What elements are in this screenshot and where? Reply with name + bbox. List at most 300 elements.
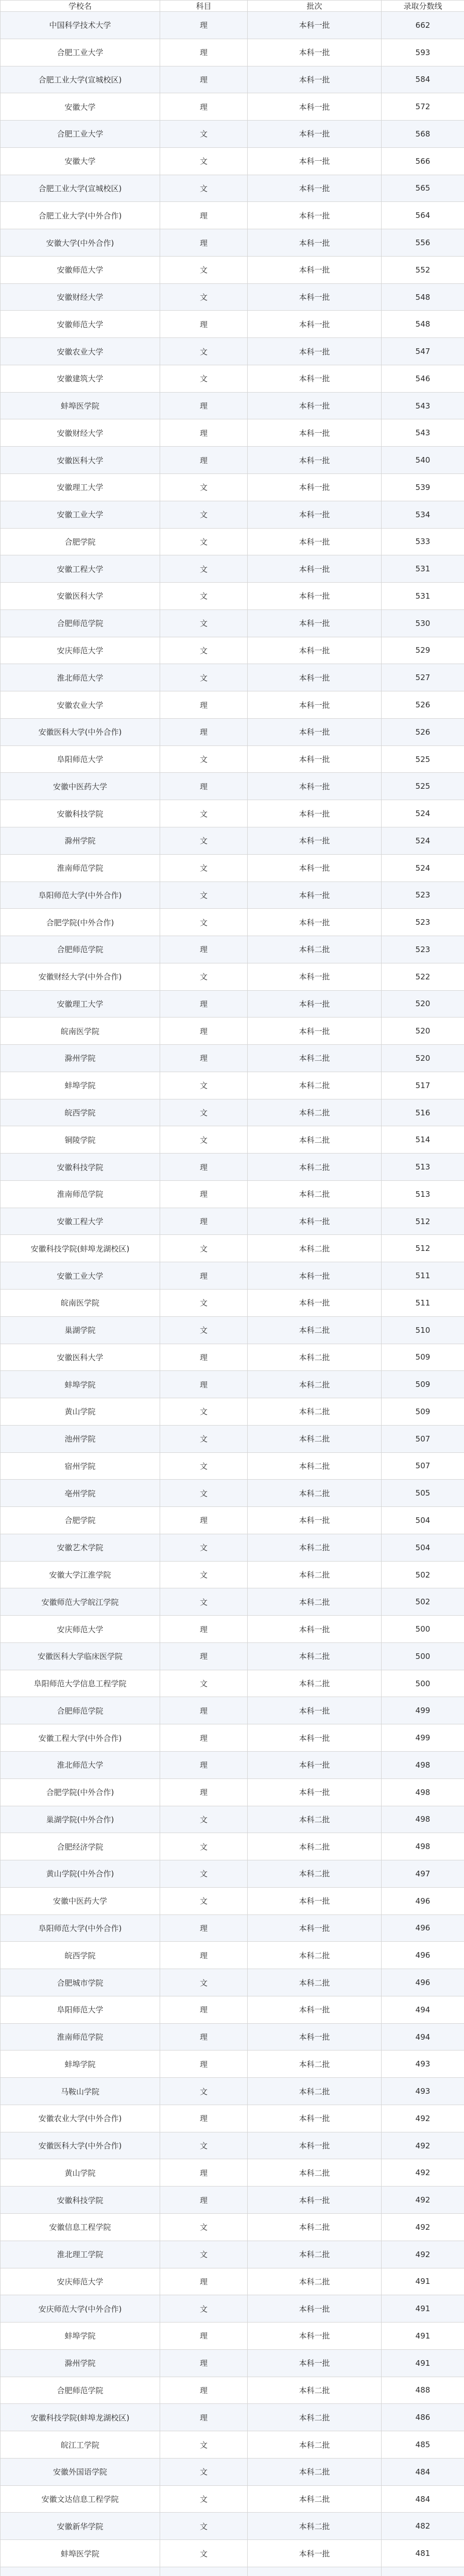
batch-cell: 本科二批 (248, 1371, 382, 1398)
score-cell: 524 (382, 854, 464, 882)
score-cell (382, 2567, 464, 2576)
score-cell: 485 (382, 2431, 464, 2459)
score-cell: 534 (382, 501, 464, 528)
score-cell: 491 (382, 2349, 464, 2377)
batch-cell: 本科一批 (248, 474, 382, 501)
school-name-cell: 阜阳师范大学 (1, 745, 160, 773)
table-row (1, 1697, 464, 1724)
batch-cell: 本科一批 (248, 338, 382, 365)
subject-cell: 文 (160, 583, 248, 610)
subject-cell: 理 (160, 2105, 248, 2132)
school-name-cell: 安徽信息工程学院 (1, 2214, 160, 2241)
batch-cell: 本科二批 (248, 2513, 382, 2540)
batch-cell: 本科一批 (248, 147, 382, 175)
subject-cell: 理 (160, 1996, 248, 2023)
score-cell: 498 (382, 1806, 464, 1833)
subject-cell: 文 (160, 637, 248, 664)
subject-cell: 文 (160, 1099, 248, 1126)
table-row (1, 1018, 464, 1045)
school-name-cell: 安徽财经大学 (1, 283, 160, 311)
score-cell: 496 (382, 1969, 464, 1996)
school-name-cell: 蚌埠医学院 (1, 2540, 160, 2567)
subject-cell: 文 (160, 2540, 248, 2567)
table-row (1, 365, 464, 392)
school-name-cell: 阜阳师范大学 (1, 1996, 160, 2023)
table-row (1, 1942, 464, 1969)
subject-cell: 文 (160, 147, 248, 175)
subject-cell: 文 (160, 1860, 248, 1888)
batch-cell: 本科一批 (248, 854, 382, 882)
table-row (1, 229, 464, 257)
batch-cell: 本科一批 (248, 1914, 382, 1942)
table-row (1, 1534, 464, 1561)
school-name-cell: 黄山学院 (1, 2159, 160, 2187)
batch-cell: 本科一批 (248, 609, 382, 637)
subject-cell: 理 (160, 311, 248, 338)
table-row (1, 1616, 464, 1643)
school-name-cell: 合肥师范学院 (1, 936, 160, 963)
score-cell: 509 (382, 1371, 464, 1398)
subject-cell: 文 (160, 1480, 248, 1507)
table-row (1, 664, 464, 691)
table-row (1, 2404, 464, 2431)
score-cell: 531 (382, 583, 464, 610)
table-row (1, 1154, 464, 1181)
batch-cell: 本科一批 (248, 2105, 382, 2132)
subject-cell: 文 (160, 528, 248, 555)
table-row (1, 1507, 464, 1534)
subject-cell: 文 (160, 1534, 248, 1561)
score-cell: 512 (382, 1235, 464, 1262)
table-row (1, 2567, 464, 2576)
table-row (1, 1072, 464, 1099)
subject-cell: 理 (160, 39, 248, 66)
subject-cell: 理 (160, 229, 248, 257)
batch-cell: 本科一批 (248, 583, 382, 610)
school-name-cell: 安徽大学江淮学院 (1, 1561, 160, 1588)
table-row (1, 1099, 464, 1126)
school-name-cell: 皖江工学院 (1, 2431, 160, 2459)
table-row (1, 2159, 464, 2187)
score-cell: 494 (382, 2023, 464, 2050)
school-name-cell: 安徽师范大学皖江学院 (1, 1588, 160, 1616)
school-name-cell: 安徽医科大学 (1, 583, 160, 610)
batch-cell: 本科一批 (248, 365, 382, 392)
subject-cell: 理 (160, 1724, 248, 1752)
score-cell: 484 (382, 2485, 464, 2513)
table-row (1, 854, 464, 882)
school-name-cell: 安徽大学 (1, 93, 160, 121)
column-header-school: 学校名 (1, 1, 160, 12)
batch-cell: 本科一批 (248, 2540, 382, 2567)
table-body (1, 12, 464, 2576)
score-cell: 525 (382, 773, 464, 800)
subject-cell: 理 (160, 773, 248, 800)
batch-cell: 本科一批 (248, 283, 382, 311)
batch-cell: 本科二批 (248, 1099, 382, 1126)
school-name-cell: 安庆师范大学 (1, 1616, 160, 1643)
score-cell: 531 (382, 555, 464, 583)
school-name-cell: 安徽工程大学(中外合作) (1, 1724, 160, 1752)
batch-cell: 本科一批 (248, 1887, 382, 1914)
batch-cell: 本科一批 (248, 419, 382, 447)
score-cell: 593 (382, 39, 464, 66)
school-name-cell: 铜陵学院 (1, 1126, 160, 1154)
table-row (1, 1371, 464, 1398)
score-cell: 662 (382, 12, 464, 39)
batch-cell: 本科二批 (248, 2431, 382, 2459)
table-row (1, 39, 464, 66)
table-header-row (1, 1, 464, 12)
table-row (1, 66, 464, 93)
subject-cell: 文 (160, 283, 248, 311)
table-row (1, 1752, 464, 1779)
score-cell: 500 (382, 1616, 464, 1643)
batch-cell: 本科二批 (248, 1588, 382, 1616)
table-row (1, 1398, 464, 1426)
table-row (1, 990, 464, 1018)
subject-cell: 文 (160, 2078, 248, 2105)
subject-cell: 文 (160, 2513, 248, 2540)
school-name-cell: 蚌埠学院 (1, 2323, 160, 2350)
table-row (1, 1208, 464, 1235)
subject-cell: 理 (160, 202, 248, 229)
school-name-cell: 安徽外国语学院 (1, 2458, 160, 2485)
subject-cell: 理 (160, 2023, 248, 2050)
score-cell: 524 (382, 800, 464, 827)
batch-cell: 本科二批 (248, 1969, 382, 1996)
batch-cell: 本科一批 (248, 1724, 382, 1752)
subject-cell: 理 (160, 93, 248, 121)
score-cell: 520 (382, 1018, 464, 1045)
school-name-cell: 安徽艺术学院 (1, 1534, 160, 1561)
school-name-cell: 安徽理工大学 (1, 474, 160, 501)
table-row (1, 555, 464, 583)
batch-cell: 本科一批 (248, 2023, 382, 2050)
table-row (1, 2132, 464, 2159)
table-row (1, 2458, 464, 2485)
table-row (1, 12, 464, 39)
score-cell: 502 (382, 1561, 464, 1588)
batch-cell: 本科一批 (248, 202, 382, 229)
score-cell: 492 (382, 2159, 464, 2187)
school-name-cell: 安徽新华学院 (1, 2513, 160, 2540)
score-cell: 492 (382, 2214, 464, 2241)
subject-cell: 文 (160, 882, 248, 909)
table-row (1, 1914, 464, 1942)
batch-cell: 本科一批 (248, 691, 382, 719)
score-cell: 491 (382, 2268, 464, 2295)
score-cell: 491 (382, 2323, 464, 2350)
school-name-cell: 安徽农业大学 (1, 691, 160, 719)
table-row (1, 2078, 464, 2105)
batch-cell: 本科一批 (248, 1616, 382, 1643)
table-row (1, 175, 464, 202)
school-name-cell: 合肥工业大学(宣城校区) (1, 175, 160, 202)
batch-cell: 本科二批 (248, 1480, 382, 1507)
score-cell: 509 (382, 1344, 464, 1371)
table-row (1, 2540, 464, 2567)
table-row (1, 2268, 464, 2295)
table-row (1, 936, 464, 963)
batch-cell: 本科二批 (248, 2458, 382, 2485)
table-row (1, 2349, 464, 2377)
school-name-cell: 淮北师范大学 (1, 664, 160, 691)
school-name-cell: 淮南师范学院 (1, 2023, 160, 2050)
score-cell: 511 (382, 1262, 464, 1290)
subject-cell: 文 (160, 827, 248, 854)
subject-cell: 理 (160, 1262, 248, 1290)
school-name-cell: 皖南医学院 (1, 1018, 160, 1045)
table-row (1, 1588, 464, 1616)
batch-cell: 本科一批 (248, 311, 382, 338)
table-row (1, 311, 464, 338)
school-name-cell: 安徽中医药大学 (1, 1887, 160, 1914)
school-name-cell: 安徽科技学院(蚌埠龙湖校区) (1, 1235, 160, 1262)
school-name-cell: 安徽大学 (1, 147, 160, 175)
school-name-cell: 合肥工业大学 (1, 121, 160, 148)
subject-cell: 理 (160, 1507, 248, 1534)
score-cell: 546 (382, 365, 464, 392)
subject-cell: 文 (160, 2241, 248, 2268)
subject-cell: 理 (160, 2377, 248, 2404)
score-cell: 486 (382, 2404, 464, 2431)
score-cell: 498 (382, 1833, 464, 1860)
subject-cell: 文 (160, 1969, 248, 1996)
table-row (1, 2214, 464, 2241)
score-cell: 492 (382, 2187, 464, 2214)
batch-cell (248, 2567, 382, 2576)
table-row (1, 1289, 464, 1316)
subject-cell: 理 (160, 419, 248, 447)
table-row (1, 773, 464, 800)
score-cell: 498 (382, 1778, 464, 1806)
school-name-cell: 阜阳师范大学(中外合作) (1, 1914, 160, 1942)
school-name-cell: 安徽建筑大学 (1, 365, 160, 392)
score-cell: 502 (382, 1588, 464, 1616)
school-name-cell: 阜阳师范大学(中外合作) (1, 882, 160, 909)
subject-cell: 文 (160, 2431, 248, 2459)
score-cell: 498 (382, 1752, 464, 1779)
batch-cell: 本科一批 (248, 664, 382, 691)
score-cell: 496 (382, 1914, 464, 1942)
subject-cell: 文 (160, 2485, 248, 2513)
column-header-score: 录取分数线 (382, 1, 464, 12)
school-name-cell: 合肥学院(中外合作) (1, 909, 160, 936)
score-cell: 492 (382, 2241, 464, 2268)
subject-cell: 文 (160, 175, 248, 202)
table-row (1, 501, 464, 528)
subject-cell: 文 (160, 1126, 248, 1154)
score-cell: 520 (382, 1045, 464, 1072)
subject-cell: 理 (160, 1371, 248, 1398)
school-name-cell: 安徽医科大学(中外合作) (1, 2132, 160, 2159)
score-cell: 527 (382, 664, 464, 691)
score-cell: 533 (382, 528, 464, 555)
batch-cell: 本科二批 (248, 1670, 382, 1697)
subject-cell: 文 (160, 2132, 248, 2159)
batch-cell: 本科二批 (248, 2404, 382, 2431)
table-row (1, 474, 464, 501)
table-row (1, 93, 464, 121)
subject-cell: 理 (160, 2404, 248, 2431)
score-cell: 584 (382, 66, 464, 93)
school-name-cell: 马鞍山学院 (1, 2078, 160, 2105)
subject-cell: 理 (160, 392, 248, 419)
school-name-cell: 安徽师范大学 (1, 311, 160, 338)
school-name-cell: 安庆师范大学 (1, 2268, 160, 2295)
subject-cell: 理 (160, 1778, 248, 1806)
school-name-cell: 安徽农业大学(中外合作) (1, 2105, 160, 2132)
school-name-cell: 滁州学院 (1, 2349, 160, 2377)
subject-cell: 理 (160, 1018, 248, 1045)
batch-cell: 本科一批 (248, 93, 382, 121)
batch-cell: 本科一批 (248, 121, 382, 148)
score-cell: 516 (382, 1099, 464, 1126)
subject-cell: 理 (160, 2349, 248, 2377)
table-row (1, 1670, 464, 1697)
subject-cell: 文 (160, 909, 248, 936)
score-cell: 568 (382, 121, 464, 148)
batch-cell: 本科一批 (248, 1289, 382, 1316)
school-name-cell: 淮南师范学院 (1, 854, 160, 882)
table-row (1, 963, 464, 990)
batch-cell: 本科二批 (248, 1561, 382, 1588)
subject-cell: 文 (160, 1452, 248, 1480)
school-name-cell: 合肥学院 (1, 1507, 160, 1534)
school-name-cell: 安庆师范大学(中外合作) (1, 2295, 160, 2323)
subject-cell: 文 (160, 1887, 248, 1914)
subject-cell: 理 (160, 12, 248, 39)
table-row (1, 2513, 464, 2540)
score-cell: 493 (382, 2078, 464, 2105)
batch-cell: 本科一批 (248, 447, 382, 474)
score-cell: 539 (382, 474, 464, 501)
table-row (1, 121, 464, 148)
column-header-subject: 科目 (160, 1, 248, 12)
school-name-cell: 安徽科技学院(蚌埠龙湖校区) (1, 2404, 160, 2431)
school-name-cell: 宿州学院 (1, 1452, 160, 1480)
score-cell: 492 (382, 2105, 464, 2132)
score-cell: 552 (382, 256, 464, 283)
table-row (1, 1969, 464, 1996)
batch-cell: 本科一批 (248, 2295, 382, 2323)
subject-cell: 理 (160, 1942, 248, 1969)
score-cell: 530 (382, 609, 464, 637)
batch-cell: 本科一批 (248, 1208, 382, 1235)
batch-cell: 本科二批 (248, 1642, 382, 1670)
score-cell: 543 (382, 392, 464, 419)
school-name-cell: 合肥学院(中外合作) (1, 1778, 160, 1806)
batch-cell: 本科二批 (248, 1126, 382, 1154)
school-name-cell: 安徽医科大学(中外合作) (1, 718, 160, 745)
batch-cell: 本科一批 (248, 2132, 382, 2159)
batch-cell: 本科一批 (248, 1697, 382, 1724)
table-row (1, 2295, 464, 2323)
batch-cell: 本科一批 (248, 882, 382, 909)
subject-cell: 文 (160, 854, 248, 882)
school-name-cell: 巢湖学院 (1, 1316, 160, 1344)
batch-cell: 本科二批 (248, 1344, 382, 1371)
school-name-cell: 黄山学院(中外合作) (1, 1860, 160, 1888)
subject-cell: 理 (160, 2268, 248, 2295)
column-header-batch: 批次 (248, 1, 382, 12)
table-row (1, 882, 464, 909)
score-cell: 482 (382, 2513, 464, 2540)
table-row (1, 1235, 464, 1262)
subject-cell: 文 (160, 745, 248, 773)
table-row (1, 2105, 464, 2132)
table-row (1, 202, 464, 229)
table-row (1, 528, 464, 555)
school-name-cell: 安庆师范大学 (1, 637, 160, 664)
subject-cell: 理 (160, 1616, 248, 1643)
table-row (1, 419, 464, 447)
subject-cell: 文 (160, 664, 248, 691)
score-cell: 522 (382, 963, 464, 990)
batch-cell: 本科二批 (248, 1180, 382, 1208)
school-name-cell: 安徽工程大学 (1, 555, 160, 583)
subject-cell: 文 (160, 1235, 248, 1262)
score-cell: 514 (382, 1126, 464, 1154)
batch-cell: 本科二批 (248, 1398, 382, 1426)
batch-cell: 本科二批 (248, 1833, 382, 1860)
subject-cell: 理 (160, 1752, 248, 1779)
school-name-cell: 蚌埠医学院 (1, 392, 160, 419)
school-name-cell: 安徽中医药大学 (1, 773, 160, 800)
subject-cell: 文 (160, 609, 248, 637)
table-row (1, 2023, 464, 2050)
school-name-cell: 安徽工业大学 (1, 1262, 160, 1290)
subject-cell: 理 (160, 936, 248, 963)
score-cell: 500 (382, 1670, 464, 1697)
batch-cell: 本科二批 (248, 1425, 382, 1452)
subject-cell: 理 (160, 66, 248, 93)
table-row (1, 2187, 464, 2214)
school-name-cell: 安徽医科大学临床医学院 (1, 1642, 160, 1670)
school-name-cell: 合肥城市学院 (1, 1969, 160, 1996)
batch-cell: 本科一批 (248, 66, 382, 93)
school-name-cell: 安徽工程大学 (1, 1208, 160, 1235)
batch-cell: 本科一批 (248, 1996, 382, 2023)
school-name-cell: 安徽科技学院 (1, 1154, 160, 1181)
subject-cell: 文 (160, 1561, 248, 1588)
school-name-cell: 合肥学院 (1, 528, 160, 555)
score-cell: 565 (382, 175, 464, 202)
batch-cell: 本科二批 (248, 1452, 382, 1480)
table-row (1, 1778, 464, 1806)
subject-cell: 文 (160, 1072, 248, 1099)
school-name-cell: 池州学院 (1, 1425, 160, 1452)
score-cell: 525 (382, 745, 464, 773)
score-cell: 547 (382, 338, 464, 365)
batch-cell: 本科一批 (248, 800, 382, 827)
school-name-cell: 黄山学院 (1, 1398, 160, 1426)
table-row (1, 1126, 464, 1154)
table-row (1, 1833, 464, 1860)
school-name-cell: 阜阳师范大学信息工程学院 (1, 1670, 160, 1697)
score-cell: 523 (382, 882, 464, 909)
subject-cell: 理 (160, 718, 248, 745)
table-row (1, 2431, 464, 2459)
subject-cell: 文 (160, 1670, 248, 1697)
table-row (1, 1180, 464, 1208)
score-cell: 497 (382, 1860, 464, 1888)
batch-cell: 本科二批 (248, 2214, 382, 2241)
subject-cell: 文 (160, 1833, 248, 1860)
table-row (1, 1724, 464, 1752)
school-name-cell: 蚌埠学院 (1, 1072, 160, 1099)
